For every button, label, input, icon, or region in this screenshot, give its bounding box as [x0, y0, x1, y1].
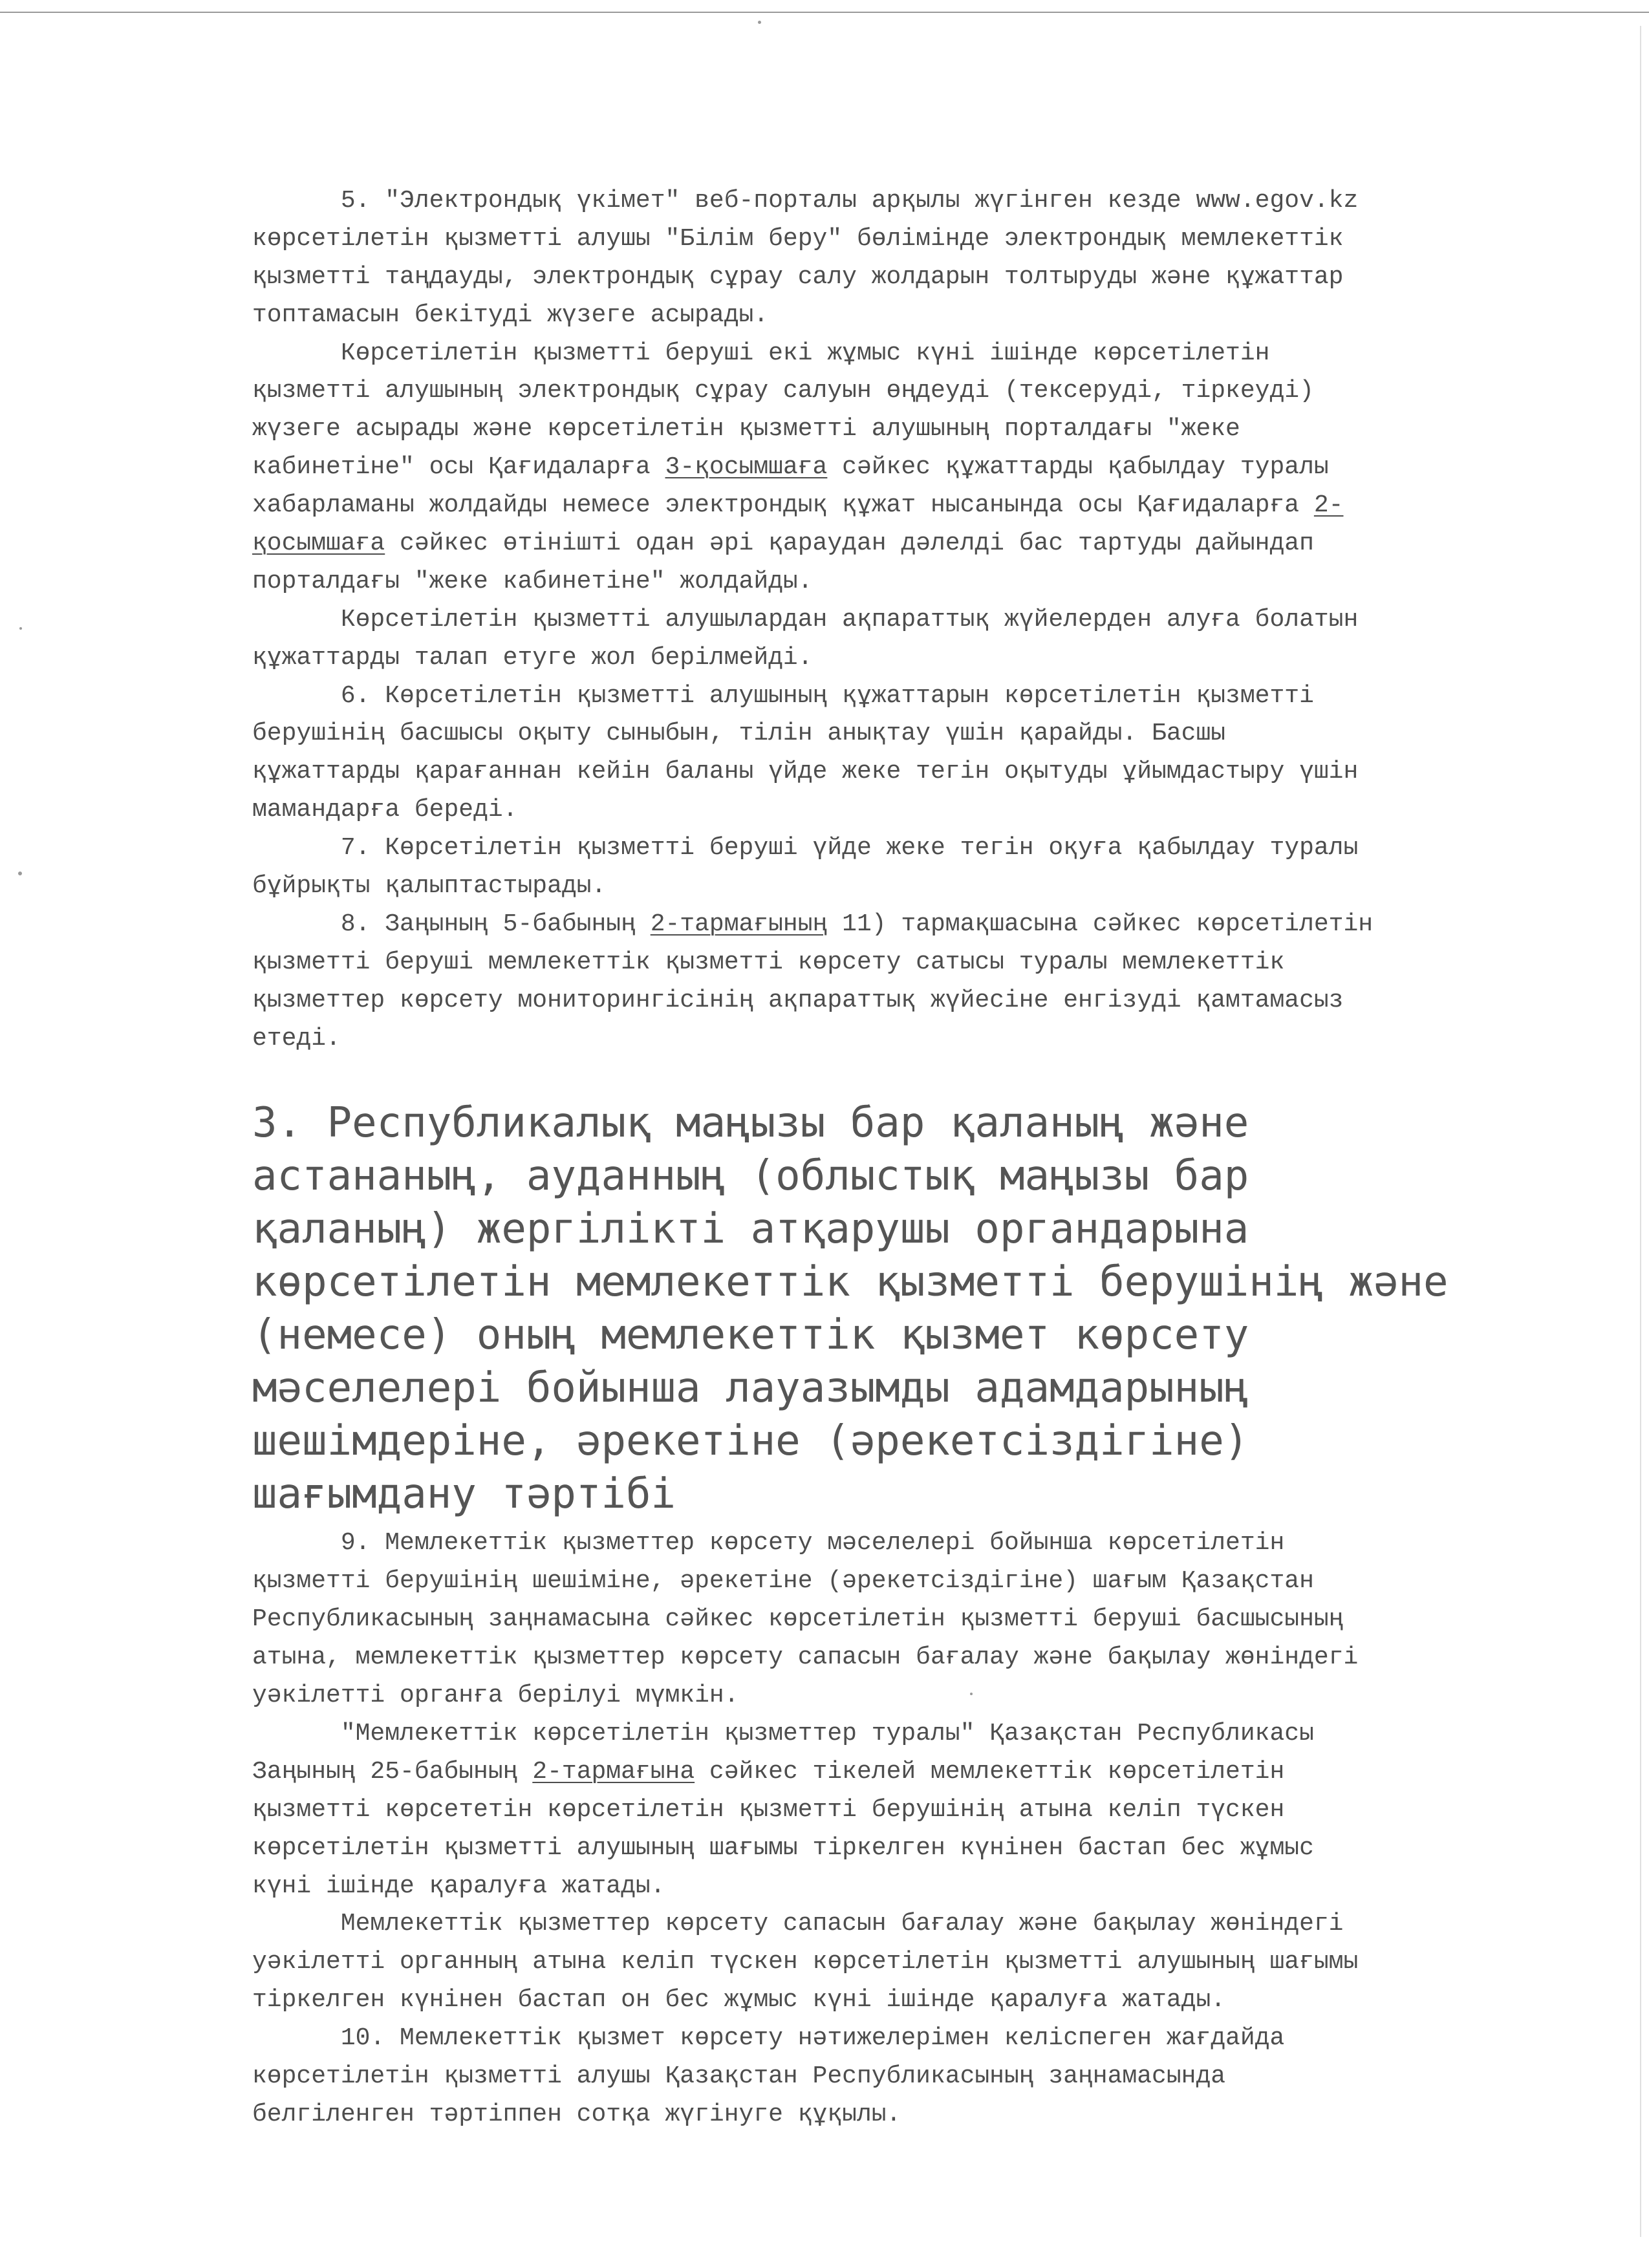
text-line [252, 182, 1481, 220]
text-line [252, 1830, 1481, 1868]
text-line [252, 2020, 1481, 2058]
text-segment: 7. Көрсетілетін қызметті беруші үйде жеке тегін оқуға қабылдау туралы [252, 834, 1359, 862]
text-segment: уәкілетті органның атына келіп түскен көрсетілетін қызметті алушының шағымы [252, 1948, 1359, 1976]
text-segment: астананың, ауданның (облыстық маңызы бар [252, 1152, 1249, 1201]
text-line [252, 678, 1481, 716]
text-segment: Мемлекеттік қызметтер көрсету сапасын бағалау және бақылау жөніндегі [252, 1910, 1344, 1938]
text-line [252, 411, 1481, 449]
text-line [252, 1677, 1481, 1715]
text-segment: күні ішінде қаралуға жатады. [252, 1872, 665, 1900]
text-segment: қызметті көрсететін көрсетілетін қызметті берушінің атына келіп түскен [252, 1795, 1285, 1824]
text-line [252, 1097, 1481, 1150]
text-segment: бұйрықты қалыптастырады. [252, 872, 607, 901]
text-segment: 3. Республикалық маңызы бар қаланың және [252, 1099, 1249, 1148]
text-line [252, 1601, 1481, 1639]
text-segment: жүзеге асырады және көрсетілетін қызметті алушының порталдағы "жеке [252, 415, 1240, 444]
text-segment: сәйкес өтінішті одан әрі қараудан дәлелді бас тартуды дайындап [385, 530, 1314, 558]
text-segment: шағымдану тәртібі [252, 1470, 676, 1519]
text-segment: қаланың) жергілікті атқарушы органдарына [252, 1205, 1249, 1254]
text-segment: көрсетілетін қызметті алушы "Білім беру" бөлімінде электрондық мемлекеттік [252, 224, 1344, 253]
text-segment: кабинетіне" осы Қағидаларға [252, 453, 665, 482]
text-segment: 6. Көрсетілетін қызметті алушының құжаттарын көрсетілетін қызметті [252, 681, 1314, 710]
text-segment: көрсетілетін қызметті алушының шағымы тіркелген күнінен бастап бес жұмыс [252, 1834, 1314, 1862]
text-segment: көрсетілетін қызметті алушы Қазақстан Республикасының заңнамасында [252, 2062, 1226, 2090]
text-segment: мамандарға береді. [252, 796, 518, 824]
text-line [252, 2096, 1481, 2134]
text-line [252, 449, 1481, 487]
text-segment: хабарламаны жолдайды немесе электрондық құжат нысанында осы Қағидаларға [252, 491, 1314, 520]
text-line [252, 1020, 1481, 1058]
text-line [252, 1563, 1481, 1601]
text-segment: (немесе) оның мемлекеттік қызмет көрсету [252, 1311, 1249, 1360]
text-line [252, 715, 1481, 753]
text-line [252, 1256, 1481, 1309]
text-segment: көрсетілетін мемлекеттік қызметті берушінің және [252, 1258, 1449, 1307]
text-line [252, 220, 1481, 259]
text-segment: етеді. [252, 1024, 341, 1053]
text-line [252, 335, 1481, 373]
scan-speck [758, 21, 761, 24]
text-segment: қызметті беруші мемлекеттік қызметті көрсету сатысы туралы мемлекеттік [252, 948, 1285, 976]
text-line [252, 2058, 1481, 2096]
text-segment: қызметтер көрсету мониторингісінің ақпараттық жүйесіне енгізуді қамтамасыз [252, 986, 1344, 1014]
text-line [252, 525, 1481, 563]
text-segment: тіркелген күнінен бастап он бес жұмыс күні ішінде қаралуға жатады. [252, 1986, 1226, 2015]
text-segment: Республикасының заңнамасына сәйкес көрсетілетін қызметті беруші басшысының [252, 1605, 1344, 1634]
text-segment: берушінің басшысы оқыту сыныбын, тілін анықтау үшін қарайды. Басшы [252, 720, 1226, 748]
text-segment: құжаттарды талап етуге жол берілмейді. [252, 643, 813, 672]
law-reference-link[interactable]: 3-қосымшаға [665, 453, 828, 482]
text-line [252, 1468, 1481, 1521]
scan-speck [18, 872, 22, 875]
text-line [252, 906, 1481, 944]
text-line [252, 1639, 1481, 1677]
text-line [252, 563, 1481, 601]
text-segment: сәйкес құжаттарды қабылдау туралы [827, 453, 1329, 482]
text-segment: Заңының 25-бабының [252, 1757, 533, 1786]
scan-speck [19, 627, 22, 630]
text-line [252, 639, 1481, 678]
text-line [252, 1982, 1481, 2020]
body-text [252, 182, 1481, 1058]
text-line [252, 372, 1481, 411]
text-line [252, 1415, 1481, 1468]
text-line [252, 1943, 1481, 1982]
text-segment: Көрсетілетін қызметті беруші екі жұмыс күні ішінде көрсетілетін [252, 339, 1270, 367]
text-line [252, 601, 1481, 639]
text-segment: порталдағы "жеке кабинетіне" жолдайды. [252, 567, 813, 595]
text-line [252, 487, 1481, 525]
text-segment: атына, мемлекеттік қызметтер көрсету сапасын бағалау және бақылау жөніндегі [252, 1643, 1359, 1672]
text-line [252, 791, 1481, 829]
text-line [252, 1524, 1481, 1563]
text-line [252, 259, 1481, 297]
law-reference-link[interactable]: 2-тармағына [532, 1757, 695, 1786]
text-line [252, 944, 1481, 982]
text-line [252, 1309, 1481, 1362]
body-text [252, 1524, 1481, 2134]
text-line [252, 982, 1481, 1020]
text-segment: сәйкес тікелей мемлекеттік көрсетілетін [695, 1757, 1285, 1786]
law-reference-link[interactable]: 2-тармағының [650, 910, 828, 938]
text-line [252, 1150, 1481, 1203]
scan-edge-top [0, 12, 1649, 13]
text-line [252, 868, 1481, 906]
text-line [252, 753, 1481, 791]
text-segment: шешімдеріне, әрекетіне (әрекетсіздігіне) [252, 1417, 1249, 1466]
law-reference-link[interactable]: қосымшаға [252, 530, 385, 558]
text-line [252, 1868, 1481, 1906]
text-line [252, 829, 1481, 868]
text-segment: 9. Мемлекеттік қызметтер көрсету мәселелері бойынша көрсетілетін [252, 1529, 1285, 1557]
text-line [252, 1362, 1481, 1415]
section-heading [252, 1097, 1481, 1521]
text-line [252, 297, 1481, 335]
text-segment: топтамасын бекітуді жүзеге асырады. [252, 301, 769, 329]
text-segment: белгіленген тәртіппен сотқа жүгінуге құқылы. [252, 2100, 901, 2128]
scan-edge-right [1640, 26, 1641, 2237]
text-segment: 5. "Электрондық үкімет" веб-порталы арқылы жүгінген кезде www.egov.kz [252, 187, 1359, 215]
text-segment: Көрсетілетін қызметті алушылардан ақпараттық жүйелерден алуға болатын [252, 605, 1359, 634]
text-line [252, 1715, 1481, 1753]
text-segment: қызметті алушының электрондық сұрау салуын өңдеуді (тексеруді, тіркеуді) [252, 377, 1314, 405]
text-line [252, 1753, 1481, 1792]
text-segment: 11) тармақшасына сәйкес көрсетілетін [827, 910, 1374, 938]
document-body [252, 182, 1481, 2134]
text-segment: мәселелері бойынша лауазымды адамдарының [252, 1364, 1249, 1413]
text-line [252, 1905, 1481, 1943]
text-segment: 8. Заңының 5-бабының [252, 910, 651, 938]
text-line [252, 1792, 1481, 1830]
text-segment: уәкілетті органға берілуі мүмкін. [252, 1682, 739, 1710]
law-reference-link[interactable]: 2- [1313, 491, 1344, 520]
text-segment: "Мемлекеттік көрсетілетін қызметтер туралы" Қазақстан Республикасы [252, 1719, 1314, 1748]
text-segment: 10. Мемлекеттік қызмет көрсету нәтижелерімен келіспеген жағдайда [252, 2024, 1285, 2053]
text-segment: қызметті берушінің шешіміне, әрекетіне (әрекетсіздігіне) шағым Қазақстан [252, 1567, 1314, 1596]
text-segment: қызметті таңдауды, электрондық сұрау салу жолдарын толтыруды және құжаттар [252, 262, 1344, 291]
text-segment: құжаттарды қарағаннан кейін баланы үйде жеке тегін оқытуды ұйымдастыру үшін [252, 758, 1359, 786]
text-line [252, 1203, 1481, 1256]
